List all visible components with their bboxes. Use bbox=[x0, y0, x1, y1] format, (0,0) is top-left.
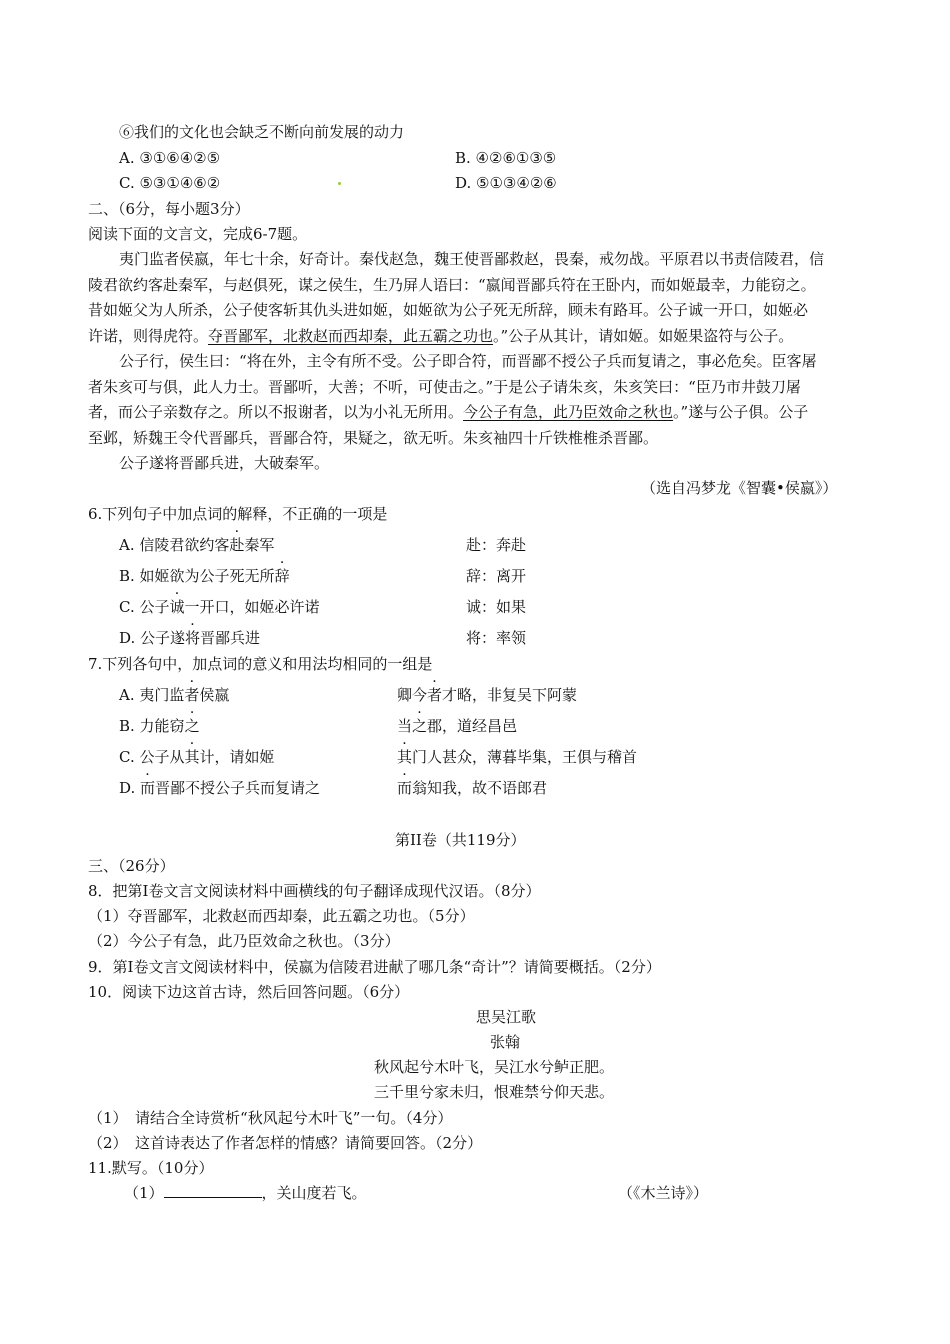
choice-d-gloss: 将：率领 bbox=[466, 629, 527, 647]
poem-source: （《木兰诗》） bbox=[618, 1184, 709, 1202]
option-c: C. ⑤③①④⑥② bbox=[119, 174, 221, 192]
choice-b-pair: 当之郡，道经昌邑 bbox=[397, 717, 518, 735]
question-8: 8．把第Ⅰ卷文言文阅读材料中画横线的句子翻译成现代汉语。（8分） bbox=[88, 882, 541, 900]
option-d: D. ⑤①③④②⑥ bbox=[455, 174, 557, 192]
question-11-1: （1） ，关山度若飞。 bbox=[124, 1184, 367, 1202]
question-10-1: （1） 请结合全诗赏析“秋风起兮木叶飞”一句。（4分） bbox=[88, 1109, 453, 1127]
question-11: 11.默写。（10分） bbox=[88, 1159, 214, 1177]
question-8-2: （2）今公子有急，此乃臣效命之秋也。（3分） bbox=[88, 932, 400, 950]
section-heading: 二、（6分，每小题3分） bbox=[88, 200, 250, 218]
stray-mark bbox=[338, 182, 341, 185]
choice-c-gloss: 诚：如果 bbox=[466, 598, 527, 616]
passage-line: 陵君欲约客赴秦军，与赵俱死，谋之侯生，生乃屏人语曰：“嬴闻晋鄙兵符在王卧内，而如姬最幸，力能窃之。 bbox=[88, 276, 816, 294]
passage-line: 昔如姬父为人所杀，公子使客斩其仇头进如姬，如姬欲为公子死无所辞，顾未有路耳。公子诚一开口，如姬必 bbox=[88, 301, 809, 319]
poem-line: 三千里兮家未归，恨难禁兮仰天悲。 bbox=[374, 1083, 615, 1101]
question-9: 9．第Ⅰ卷文言文阅读材料中，侯嬴为信陵君进献了哪几条“奇计”？请简要概括。（2分） bbox=[88, 958, 661, 976]
question-8-1: （1）夺晋鄙军，北救赵而西却秦，此五霸之功也。（5分） bbox=[88, 907, 475, 925]
choice-c-pair: 其门人甚众，薄暮毕集，王俱与稽首 bbox=[397, 748, 638, 766]
choice-a: A. 夷门监者侯嬴 bbox=[119, 686, 230, 704]
choice-a-gloss: 赴：奔赴 bbox=[466, 536, 527, 554]
source-citation: （选自冯梦龙《智囊•侯嬴》） bbox=[641, 479, 838, 497]
choice-b: B. 力能窃之 bbox=[119, 717, 200, 735]
choice-b: B. 如姬欲为公子死无所辞 bbox=[119, 567, 290, 585]
choice-d: D. 公子遂将晋鄙兵进 bbox=[119, 629, 261, 647]
passage-line: 者，而公子亲数存之。所以不报谢者，以为小礼无所用。今公子有急，此乃臣效命之秋也。”遂与公子俱。公子 bbox=[88, 403, 809, 421]
section-heading: 三、（26分） bbox=[88, 857, 175, 875]
poem-author: 张翰 bbox=[490, 1033, 521, 1051]
question-10-2: （2） 这首诗表达了作者怎样的情感？请简要回答。（2分） bbox=[88, 1134, 483, 1152]
passage-line: 公子遂将晋鄙兵进，大破秦军。 bbox=[119, 454, 330, 472]
list-item-6: ⑥我们的文化也会缺乏不断向前发展的动力 bbox=[119, 123, 405, 141]
passage-line: 至邺，矫魏王令代晋鄙兵，晋鄙合符，果疑之，欲无听。朱亥袖四十斤铁椎椎杀晋鄙。 bbox=[88, 429, 659, 447]
choice-a-pair: 卿今者才略，非复吴下阿蒙 bbox=[397, 686, 578, 704]
underlined-sentence: 今公子有急，此乃臣效命之秋也 bbox=[463, 403, 674, 421]
instruction: 阅读下面的文言文，完成6-7题。 bbox=[88, 225, 308, 243]
passage-line: 夷门监者侯嬴，年七十余，好奇计。秦伐赵急，魏王使晋鄙救赵，畏秦，戒勿战。平原君以书责信陵君，信 bbox=[119, 250, 825, 268]
passage-line: 许诺，则得虎符。夺晋鄙军，北救赵而西却秦，此五霸之功也。”公子从其计，请如姬。如姬果盗符与公子。 bbox=[88, 327, 794, 345]
choice-d-pair: 而翁知我，故不语郎君 bbox=[397, 779, 548, 797]
underlined-sentence: 夺晋鄙军，北救赵而西却秦，此五霸之功也 bbox=[208, 327, 494, 345]
choice-c: C. 公子诚一开口，如姬必许诺 bbox=[119, 598, 320, 616]
choice-b-gloss: 辞：离开 bbox=[466, 567, 527, 585]
option-b: B. ④②⑥①③⑤ bbox=[455, 149, 557, 167]
poem-title: 思吴江歌 bbox=[476, 1008, 537, 1026]
passage-line: 者朱亥可与俱，此人力士。晋鄙听，大善；不听，可使击之。”于是公子请朱亥，朱亥笑曰：“臣乃市井鼓刀屠 bbox=[88, 378, 801, 396]
poem-line: 秋风起兮木叶飞，吴江水兮鲈正肥。 bbox=[374, 1058, 615, 1076]
question-stem: 7.下列各句中，加点词的意义和用法均相同的一组是 bbox=[88, 655, 433, 673]
question-10: 10．阅读下边这首古诗，然后回答问题。（6分） bbox=[88, 983, 410, 1001]
passage-line: 公子行，侯生曰：“将在外，主令有所不受。公子即合符，而晋鄙不授公子兵而复请之，事必危矣。臣客屠 bbox=[119, 352, 817, 370]
option-a: A. ③①⑥④②⑤ bbox=[119, 149, 221, 167]
answer-blank[interactable] bbox=[164, 1183, 262, 1198]
part-title: 第II卷（共119分） bbox=[395, 831, 526, 849]
choice-d: D. 而晋鄙不授公子兵而复请之 bbox=[119, 779, 321, 797]
choice-a: A. 信陵君欲约客赴秦军 bbox=[119, 536, 275, 554]
question-stem: 6.下列句子中加点词的解释，不正确的一项是 bbox=[88, 505, 388, 523]
choice-c: C. 公子从其计，请如姬 bbox=[119, 748, 275, 766]
